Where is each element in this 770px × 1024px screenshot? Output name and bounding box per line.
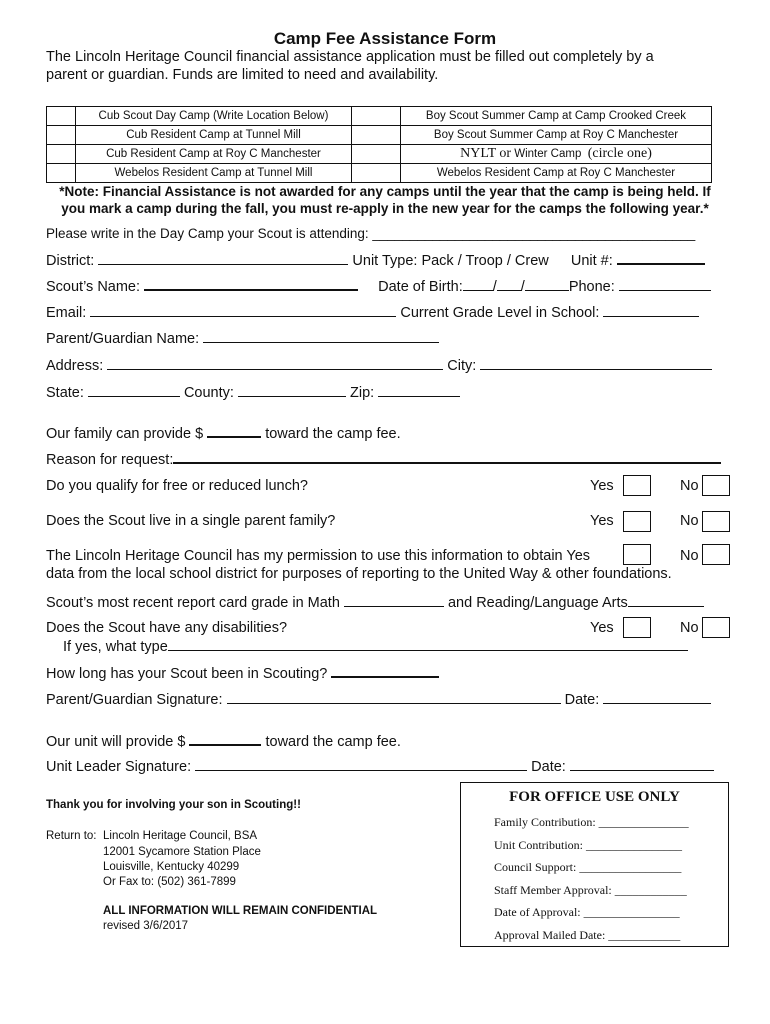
intro-line-2: parent or guardian. Funds are limited to need and availability. [46,67,439,83]
return-line-2: 12001 Sycamore Station Place [103,846,261,858]
unit-date-input[interactable] [570,758,714,771]
unit-signature-input[interactable] [195,758,527,771]
dob-month-input[interactable] [463,278,493,291]
camp-checkbox-bs-roy[interactable] [352,126,401,145]
phone-input[interactable] [619,278,711,291]
city-input[interactable] [480,357,712,370]
parent-signature-label: Parent/Guardian Signature: [46,692,223,708]
single-yes-label: Yes [590,513,614,529]
lunch-yes-checkbox[interactable] [623,475,651,496]
office-use-heading: FOR OFFICE USE ONLY [509,789,680,805]
single-yes-checkbox[interactable] [623,511,651,532]
state-row [46,384,460,401]
parent-name-row [46,330,439,347]
math-label: Scout’s most recent report card grade in Math [46,595,340,611]
office-unit-contribution[interactable]: Unit Contribution: ________________ [494,838,683,852]
office-approval-mailed[interactable]: Approval Mailed Date: ____________ [494,928,681,942]
disab-yes-checkbox[interactable] [623,617,651,638]
zip-input[interactable] [378,384,460,397]
district-label: District: [46,253,95,269]
camp-selection-table [46,106,712,183]
disab-type-row [63,638,688,655]
thanks-message: Thank you for involving your son in Scouting!! [46,799,301,811]
phone-label: Phone: [568,279,615,295]
dob-day-input[interactable] [497,278,521,291]
scout-row [46,277,711,295]
unit-signature-label: Unit Leader Signature: [46,759,192,775]
nylt-label: NYLT [460,146,497,161]
camp-webelos-roy-c: Webelos Resident Camp at Roy C Manchester [401,164,712,183]
camp-cub-tunnel-mill: Cub Resident Camp at Tunnel Mill [76,126,352,145]
return-line-3: Louisville, Kentucky 40299 [103,861,240,873]
dob-label: Date of Birth: [378,279,463,295]
email-label: Email: [46,305,87,321]
dob-sep-2: / [520,279,525,295]
office-staff-approval[interactable]: Staff Member Approval: ____________ [494,883,687,897]
unit-toward-label: toward the camp fee. [265,734,401,750]
camp-checkbox-cub-tunnel[interactable] [47,126,76,145]
lunch-no-checkbox[interactable] [702,475,730,496]
dob-sep-1: / [492,279,497,295]
camp-checkbox-webelos-tunnel[interactable] [47,164,76,183]
scout-name-label: Scout’s Name: [46,279,141,295]
camp-bs-crooked-creek: Boy Scout Summer Camp at Camp Crooked Creek [401,107,712,126]
camp-checkbox-cub-roy[interactable] [47,145,76,164]
zip-label: Zip: [350,385,375,401]
permission-no-checkbox[interactable] [702,544,730,565]
city-label: City: [447,358,477,374]
unit-type-label: Unit Type: Pack / Troop / Crew [352,253,549,269]
return-line-4: Or Fax to: (502) 361-7899 [103,876,236,888]
permission-text: The Lincoln Heritage Council has my permission to use this information to obtain [46,548,563,564]
unit-date-label: Date: [531,759,566,775]
disab-type-label: If yes, what type [63,639,168,655]
office-family-contribution[interactable]: Family Contribution: _______________ [494,815,689,829]
state-label: State: [46,385,84,401]
disab-yes-label: Yes [590,620,614,636]
lunch-question: Do you qualify for free or reduced lunch? [46,478,308,494]
lunch-no-label: No [680,478,699,494]
state-input[interactable] [88,384,180,397]
disab-type-input[interactable] [168,638,688,651]
revised-date: revised 3/6/2017 [103,920,189,932]
camp-cub-day: Cub Scout Day Camp (Write Location Below) [76,107,352,126]
how-long-label: How long has your Scout been in Scouting? [46,666,328,682]
reason-row [46,450,721,468]
unit-number-input[interactable] [617,251,705,265]
camp-checkbox-webelos-roy[interactable] [352,164,401,183]
parent-signature-input[interactable] [227,691,561,704]
family-toward-label: toward the camp fee. [265,426,401,442]
nylt-or: or [499,146,512,161]
how-long-row [46,664,439,682]
parent-date-input[interactable] [603,691,711,704]
confidential-notice: ALL INFORMATION WILL REMAIN CONFIDENTIAL [103,905,378,917]
address-input[interactable] [107,357,443,370]
parent-name-input[interactable] [203,330,439,343]
permission-yes-checkbox[interactable] [623,544,651,565]
camp-checkbox-crooked-creek[interactable] [352,107,401,126]
circle-one-note: (circle one) [587,146,652,161]
family-provide-label: Our family can provide $ [46,426,204,442]
camp-checkbox-cub-day[interactable] [47,107,76,126]
grade-label: Current Grade Level in School: [400,305,600,321]
single-parent-question: Does the Scout live in a single parent family? [46,513,336,529]
reading-label: and Reading/Language Arts [447,595,628,611]
family-provide-row [46,424,401,442]
note-line-2: you mark a camp during the fall, you must re-apply in the new year for the camps the following year.* [61,201,709,216]
reason-label: Reason for request: [46,452,174,468]
permission-yes-label: Yes [566,548,591,564]
county-input[interactable] [238,384,346,397]
dob-year-input[interactable] [525,278,569,291]
office-council-support[interactable]: Council Support: _________________ [494,860,682,874]
permission-line-1 [46,548,590,564]
permission-line-2: data from the local school district for purposes of reporting to the United Way & other foundations. [46,566,672,582]
intro-line-1: The Lincoln Heritage Council financial assistance application must be filled out completely by a [46,49,654,65]
page-title: Camp Fee Assistance Form [273,29,497,48]
note-line-1: *Note: Financial Assistance is not awarded for any camps until the year that the camp is being held. If [59,184,711,199]
day-camp-field[interactable]: Please write in the Day Camp your Scout is attending: ___________________________________________ [46,226,696,241]
permission-no-label: No [680,548,699,564]
disab-no-checkbox[interactable] [702,617,730,638]
disabilities-question: Does the Scout have any disabilities? [46,620,288,636]
office-date-approval[interactable]: Date of Approval: ________________ [494,905,680,919]
camp-cub-roy-c: Cub Resident Camp at Roy C Manchester [76,145,352,164]
county-label: County: [183,385,234,401]
camp-bs-roy-c: Boy Scout Summer Camp at Roy C Manchester [401,126,712,145]
disab-no-label: No [680,620,699,636]
grades-row [46,594,704,611]
address-label: Address: [46,358,104,374]
return-label: Return to: [46,830,97,842]
email-row [46,304,699,321]
district-row [46,251,705,269]
grade-input[interactable] [603,304,699,317]
camp-webelos-tunnel-mill: Webelos Resident Camp at Tunnel Mill [76,164,352,183]
return-line-1: Lincoln Heritage Council, BSA [103,830,258,842]
parent-name-label: Parent/Guardian Name: [46,331,200,347]
camp-nylt-winter [401,145,712,164]
parent-date-label: Date: [564,692,600,708]
unit-signature-row [46,758,714,775]
math-grade-input[interactable] [344,594,444,607]
scout-name-input[interactable] [144,277,358,291]
reading-grade-input[interactable] [628,594,704,607]
family-amount-input[interactable] [207,424,261,438]
address-row [46,357,712,374]
winter-camp-label: Winter Camp [514,148,582,160]
email-input[interactable] [90,304,396,317]
unit-provide-row [46,732,401,750]
single-no-checkbox[interactable] [702,511,730,532]
single-no-label: No [680,513,699,529]
parent-signature-row [46,691,711,708]
unit-provide-label: Our unit will provide $ [46,734,186,750]
unit-number-label: Unit #: [570,253,613,269]
lunch-yes-label: Yes [590,478,614,494]
unit-amount-input[interactable] [189,732,261,746]
how-long-input[interactable] [331,664,439,678]
district-input[interactable] [98,252,348,265]
office-use-box [460,782,729,947]
reason-input[interactable] [173,450,721,464]
camp-checkbox-nylt[interactable] [352,145,401,164]
